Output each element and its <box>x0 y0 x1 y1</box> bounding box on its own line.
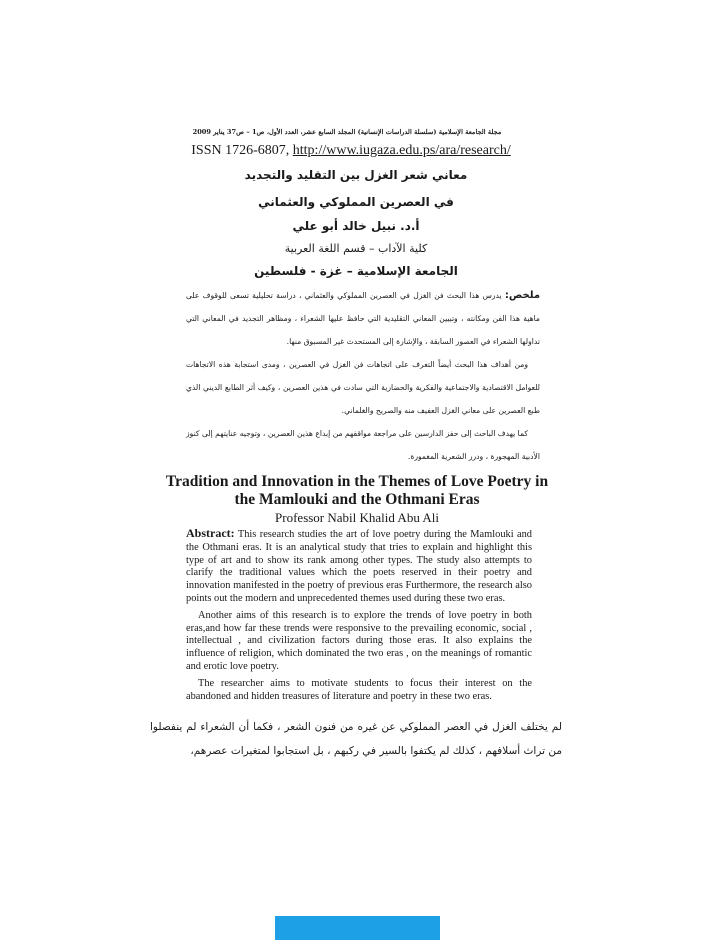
arabic-body-paragraph: لم يختلف الغزل في العصر المملوكي عن غيره من فنون الشعر ، فكما أن الشعراء لم ينفصلوا من تراث أسلافهم ، كذلك لم يكتفوا بالسير في ركبهم ، بل استجابوا لمتغيرات عصرهم، <box>150 721 562 757</box>
english-abstract-label: Abstract: <box>186 526 235 540</box>
english-abstract-p1 <box>186 527 532 606</box>
bottom-blue-bar <box>275 916 440 940</box>
english-title: Tradition and Innovation in the Themes of Love Poetry in the Mamlouki and the Othmani Eras <box>165 473 549 508</box>
arabic-abstract <box>186 284 540 468</box>
english-abstract-p2: Another aims of this research is to explore the trends of love poetry in both eras,and how far these trends were responsive to the prevailing economic, social , intellectual , and civilization factors during those eras. It also explains the influence of religion, which dominated the two eras , on the meanings of romantic and erotic love poetry. <box>186 609 532 672</box>
arabic-abstract-p1-text: يدرس هذا البحث فن الغزل في العصرين المملوكي والعثماني ، دراسة تحليلية تسعى للوقوف على ماهية هذا الفن ومكانته ، وتبيين المعاني التقليدية التي حافظ عليها الشعراء ، ومظاهر التجديد في المعاني التي تداولها الشعراء في العصور السابقة ، والإشارة إلى المستحدث غير المسبوق منها. <box>186 291 540 346</box>
journal-header: مجلة الجامعة الإسلامية (سلسلة الدراسات الإنسانية) المجلد السابع عشر، العدد الأول، ص1 – ص37 يناير 2009 <box>192 128 502 136</box>
english-abstract-p3: The researcher aims to motivate students to focus their interest on the abandoned and hidden treasures of literature and poetry in these two eras. <box>186 677 532 702</box>
arabic-abstract-p1 <box>186 284 540 353</box>
arabic-abstract-label: ملخص: <box>504 290 541 301</box>
arabic-university: الجامعة الإسلامية – غزة - فلسطين <box>254 264 458 278</box>
issn-line <box>186 143 516 159</box>
english-abstract <box>186 527 532 703</box>
arabic-abstract-p3: كما يهدف الباحث إلى حفز الدارسين على مراجعة مواقفهم من إبداع هذين العصرين ، وتوجيه عنايتهم إلى كنوز الأدبية المهجورة ، ودرر الشعرية المغمورة. <box>186 429 540 461</box>
arabic-title-line-2: في العصرين المملوكي والعثماني <box>258 195 454 209</box>
arabic-abstract-p2: ومن أهداف هذا البحث أيضاً التعرف على اتجاهات فن الغزل في العصرين ، ومدى استجابة هذه الاتجاهات للعوامل الاقتصادية والاجتماعية والفكرية والحضارية التي سادت في هذين العصرين ، وكيف أثر الطابع الديني الذي طبع العصرين على معاني الغزل العفيف منه والصريح والغلماني. <box>186 360 540 415</box>
arabic-department: كلية الآداب – قسم اللغة العربية <box>284 242 428 255</box>
arabic-author: أ.د. نبيل خالد أبو علي <box>292 219 420 233</box>
english-author: Professor Nabil Khalid Abu Ali <box>275 510 439 525</box>
journal-url-link[interactable]: http://www.iugaza.edu.ps/ara/research/ <box>292 143 511 158</box>
arabic-body-text <box>150 715 562 763</box>
arabic-title-line-1: معاني شعر الغزل بين التقليد والتجديد <box>244 168 468 182</box>
issn-number: ISSN 1726-6807, <box>191 143 290 158</box>
english-abstract-p1-text: This research studies the art of love poetry during the Mamlouki and the Othmani eras. It is an analytical study that tries to explain and highlight this type of art and to show its rank among other types. The study also attempts to clarify the traditional values which the poets reserved in their poetry and innovation manifested in the poetry of previous eras Furthermore, the research also points out the modern and unprecedented themes used during these two eras. <box>186 529 532 604</box>
